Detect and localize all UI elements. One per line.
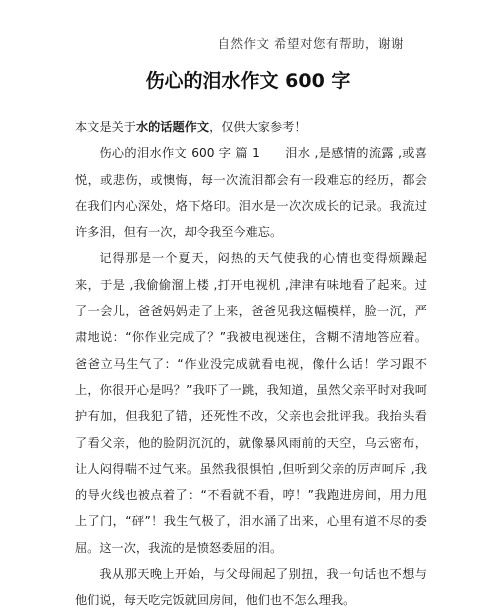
- paragraph-2: 记得那是一个夏天，闷热的天气使我的心情也变得烦躁起来，于是 ,我偷偷溜上楼 ,打开电视机 ,津津有味地看了起来。过了一会儿，爸爸妈妈走了上来，爸爸见我这幅模样，脸一沉，严肃地说：“你作业完成了？”我被电视迷住，含糊不清地答应着。爸爸立马生气了：“作业没完成就看电视，像什么话！学习跟不上，你很开心是吗？”我吓了一跳，我知道，虽然父亲平时对我呵护有加，但我犯了错，还死性不改，父亲也会批评我。我抬头看了看父亲，他的脸阴沉沉的，就像暴风雨前的天空，乌云密布，让人闷得喘不过气来。虽然我很惧怕 ,但听到父亲的厉声呵斥 ,我的导火线也被点着了：“不看就不看，哼！”我跑进房间，用力甩上了门，“砰”！我生气极了，泪水涌了出来，心里有道不尽的委屈。这一次，我流的是愤怒委屈的泪。: [75, 251, 427, 555]
- intro-bold-topic: 水的话题作文: [135, 120, 210, 134]
- paragraph-1: 伤心的泪水作文 600 字 篇 1 泪水 ,是感情的流露 ,或喜悦，或悲伤，或懊悔，每一次流泪都会有一段难忘的经历，都会在我们内心深处，烙下烙印。泪水是一次次成长的记录。我流过许多泪，但有一次，却令我至今难忘。: [75, 146, 427, 240]
- document-title: 伤心的泪水作文 600 字: [145, 70, 351, 92]
- document-body: [75, 114, 427, 614]
- header-note: 自然作文 希望对您有帮助，谢谢: [217, 36, 404, 51]
- intro-line: [75, 114, 427, 140]
- paragraph-3: 我从那天晚上开始，与父母闹起了别扭，我一句话也不想与他们说，每天吃完饭就回房间，他们也不怎么理我。: [75, 567, 427, 608]
- intro-suffix: ，仅供大家参考！: [209, 120, 307, 134]
- intro-prefix: 本文是关于: [75, 120, 136, 134]
